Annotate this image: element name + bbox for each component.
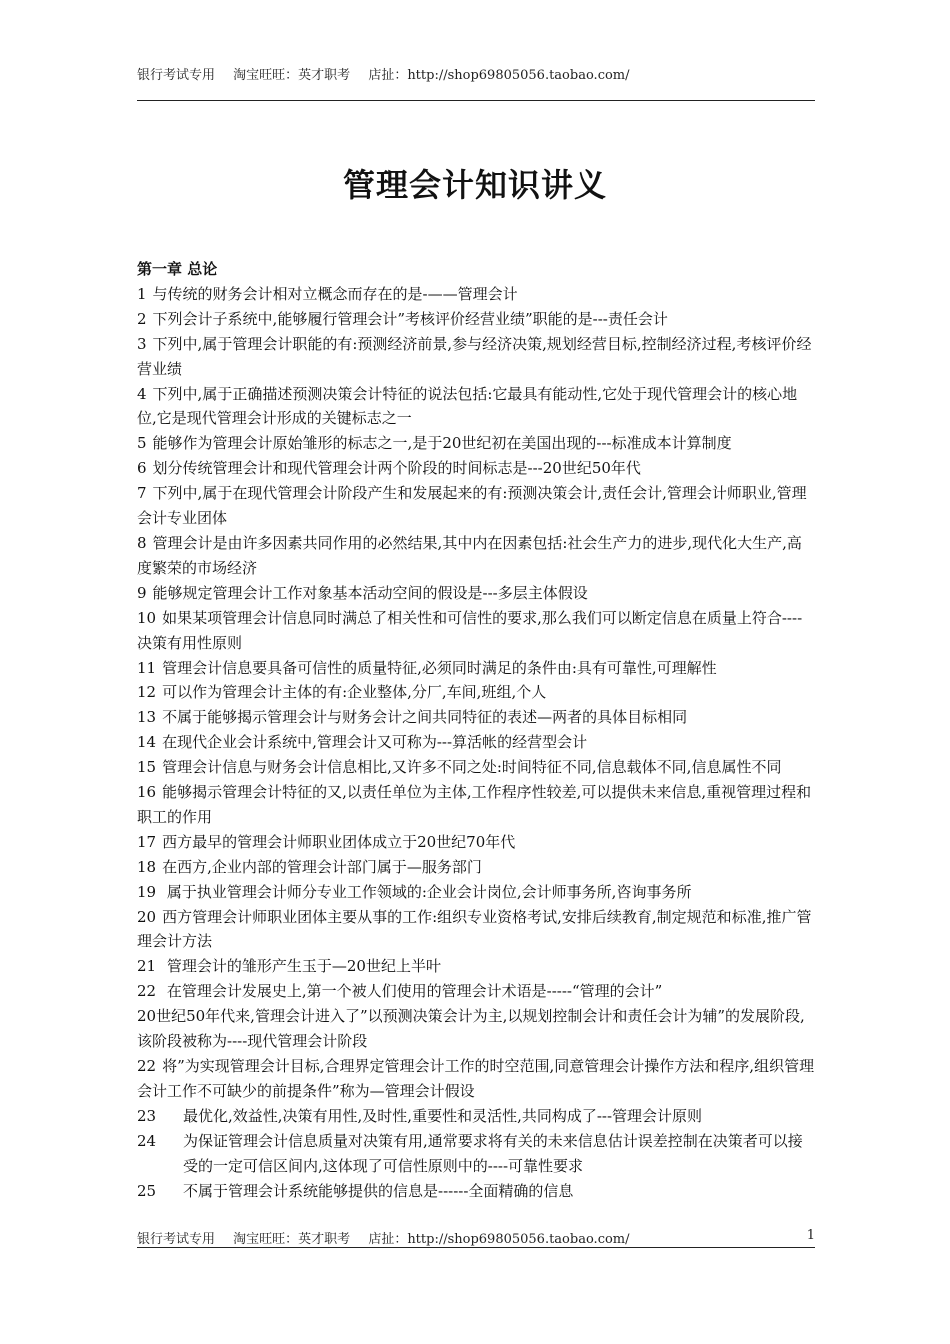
document-title: 管理会计知识讲义 — [342, 166, 607, 204]
item-text: 在西方,企业内部的管理会计部门属于—服务部门 — [162, 857, 482, 876]
item-text: 下列会计子系统中,能够履行管理会计”考核评价经营业绩”职能的是---责任会计 — [152, 309, 668, 328]
list-item — [137, 705, 815, 730]
item-number: 7 — [137, 484, 147, 503]
item-text: 不属于能够揭示管理会计与财务会计之间共同特征的表述—两者的具体目标相同 — [162, 708, 688, 727]
item-text: 下列中,属于在现代管理会计阶段产生和发展起来的有:预测决策会计,责任会计,管理会计师职业,管理会计专业团体 — [137, 484, 807, 528]
list-item — [137, 332, 815, 382]
item-number: 11 — [137, 658, 157, 677]
hanging-question-list — [137, 1104, 815, 1204]
list-item — [137, 755, 815, 780]
item-text: 西方管理会计师职业团体主要从事的工作:组织专业资格考试,安排后续教育,制定规范和标准,推广管理会计方法 — [137, 907, 812, 951]
item-number: 22 — [137, 1057, 157, 1075]
item-text: 西方最早的管理会计师职业团体成立于20世纪70年代 — [162, 832, 516, 851]
header-exam-label: 银行考试专用 — [137, 68, 216, 83]
item-number: 17 — [137, 832, 157, 851]
item-text: 20世纪50年代来,管理会计进入了”以预测决策会计为主,以规划控制会计和责任会计为辅”的发展阶段,该阶段被称为----现代管理会计阶段 — [137, 1007, 805, 1051]
item-text: 在管理会计发展史上,第一个被人们使用的管理会计术语是-----“管理的会计” — [162, 982, 663, 1001]
list-item — [137, 606, 815, 656]
item-number: 3 — [137, 334, 147, 353]
item-text: 划分传统管理会计和现代管理会计两个阶段的时间标志是---20世纪50年代 — [152, 459, 641, 478]
item-text: 可以作为管理会计主体的有:企业整体,分厂,车间,班组,个人 — [162, 683, 547, 702]
item-text: 管理会计信息要具备可信性的质量特征,必须同时满足的条件由:具有可靠性,可理解性 — [162, 658, 717, 677]
list-item — [137, 656, 815, 681]
list-item — [137, 1104, 815, 1129]
list-item — [137, 954, 815, 979]
page-footer — [137, 1228, 815, 1247]
header-divider — [137, 100, 815, 101]
item-number: 22 — [137, 982, 157, 1001]
item-text: 下列中,属于正确描述预测决策会计特征的说法包括:它最具有能动性,它处于现代管理会计的核心地位,它是现代管理会计形成的关键标志之一 — [137, 384, 798, 428]
item-text: 下列中,属于管理会计职能的有:预测经济前景,参与经济决策,规划经营目标,控制经济过程,考核评价经营业绩 — [137, 334, 812, 378]
list-item — [137, 680, 815, 705]
item-number: 6 — [137, 459, 147, 478]
list-item — [137, 1179, 815, 1204]
header-url: 店扯：http://shop69805056.taobao.com/ — [368, 68, 630, 83]
list-item — [137, 830, 815, 855]
item-number: 13 — [137, 708, 157, 727]
item-number: 20 — [137, 907, 157, 926]
item-number: 2 — [137, 309, 147, 328]
item-number: 16 — [137, 783, 157, 802]
item-text: 属于执业管理会计师分专业工作领域的:企业会计岗位,会计师事务所,咨询事务所 — [162, 882, 692, 901]
list-item — [137, 880, 815, 905]
page-header — [137, 64, 815, 83]
item-number: 15 — [137, 758, 157, 777]
item-text: 管理会计的雏形产生玉于—20世纪上半叶 — [162, 957, 441, 976]
item-number: 19 — [137, 882, 157, 901]
list-item — [137, 780, 815, 830]
list-item — [137, 730, 815, 755]
footer-exam-label: 银行考试专用 — [137, 1232, 216, 1247]
chapter-heading: 第一章 总论 — [137, 260, 218, 278]
item-number: 18 — [137, 857, 157, 876]
item-text: 能够揭示管理会计特征的又,以责任单位为主体,工作程序性较差,可以提供未来信息,重视管理过程和职工的作用 — [137, 783, 812, 826]
list-item — [137, 481, 815, 531]
list-item — [137, 581, 815, 606]
item-text: 管理会计是由许多因素共同作用的必然结果,其中内在因素包括:社会生产力的进步,现代化大生产,高度繁荣的市场经济 — [137, 533, 802, 577]
list-item — [137, 979, 815, 1004]
item-number: 25 — [137, 1181, 157, 1200]
item-number: 8 — [137, 533, 147, 552]
list-item — [137, 531, 815, 581]
item-number: 1 — [137, 284, 147, 303]
list-item — [137, 456, 815, 481]
footer-divider — [137, 1247, 815, 1248]
list-item — [137, 1054, 815, 1104]
list-item — [137, 431, 815, 456]
item-text: 将”为实现管理会计目标,合理界定管理会计工作的时空范围,同意管理会计操作方法和程序,组织管理会计工作不可缺少的前提条件”称为—管理会计假设 — [137, 1057, 815, 1100]
footer-url: 店扯：http://shop69805056.taobao.com/ — [368, 1232, 630, 1247]
item-number: 9 — [137, 583, 147, 602]
header-shop-label: 淘宝旺旺：英才职考 — [233, 68, 351, 83]
item-text: 在现代企业会计系统中,管理会计又可称为---算活帐的经营型会计 — [162, 733, 588, 752]
item-text: 不属于管理会计系统能够提供的信息是------全面精确的信息 — [183, 1181, 574, 1200]
list-item — [137, 382, 815, 432]
list-item — [137, 307, 815, 332]
document-body — [137, 257, 815, 1203]
list-item — [137, 855, 815, 880]
item-text: 最优化,效益性,决策有用性,及时性,重要性和灵活性,共同构成了---管理会计原则 — [183, 1106, 703, 1125]
item-number: 12 — [137, 683, 157, 702]
item-text: 管理会计信息与财务会计信息相比,又许多不同之处:时间特征不同,信息载体不同,信息属性不同 — [162, 758, 782, 777]
list-item — [137, 1129, 815, 1179]
item-number: 10 — [137, 608, 157, 627]
item-number: 21 — [137, 957, 157, 976]
question-list — [137, 282, 815, 1104]
item-text: 能够作为管理会计原始雏形的标志之一,是于20世纪初在美国出现的---标准成本计算制度 — [152, 434, 732, 453]
item-number: 14 — [137, 733, 157, 752]
page-number: 1 — [806, 1228, 815, 1243]
list-item — [137, 905, 815, 955]
list-item — [137, 1004, 815, 1054]
item-number: 5 — [137, 434, 147, 453]
item-text: 能够规定管理会计工作对象基本活动空间的假设是---多层主体假设 — [152, 583, 588, 602]
item-number: 4 — [137, 384, 147, 403]
footer-shop-label: 淘宝旺旺：英才职考 — [233, 1232, 351, 1247]
item-text: 如果某项管理会计信息同时满总了相关性和可信性的要求,那么我们可以断定信息在质量上符合----决策有用性原则 — [137, 608, 803, 652]
item-text: 与传统的财务会计相对立概念而存在的是-——管理会计 — [152, 284, 518, 303]
list-item — [137, 282, 815, 307]
item-text: 为保证管理会计信息质量对决策有用,通常要求将有关的未来信息估计误差控制在决策者可以接受的一定可信区间内,这体现了可信性原则中的----可靠性要求 — [183, 1131, 803, 1175]
item-number: 23 — [137, 1106, 157, 1125]
item-number: 24 — [137, 1131, 157, 1150]
